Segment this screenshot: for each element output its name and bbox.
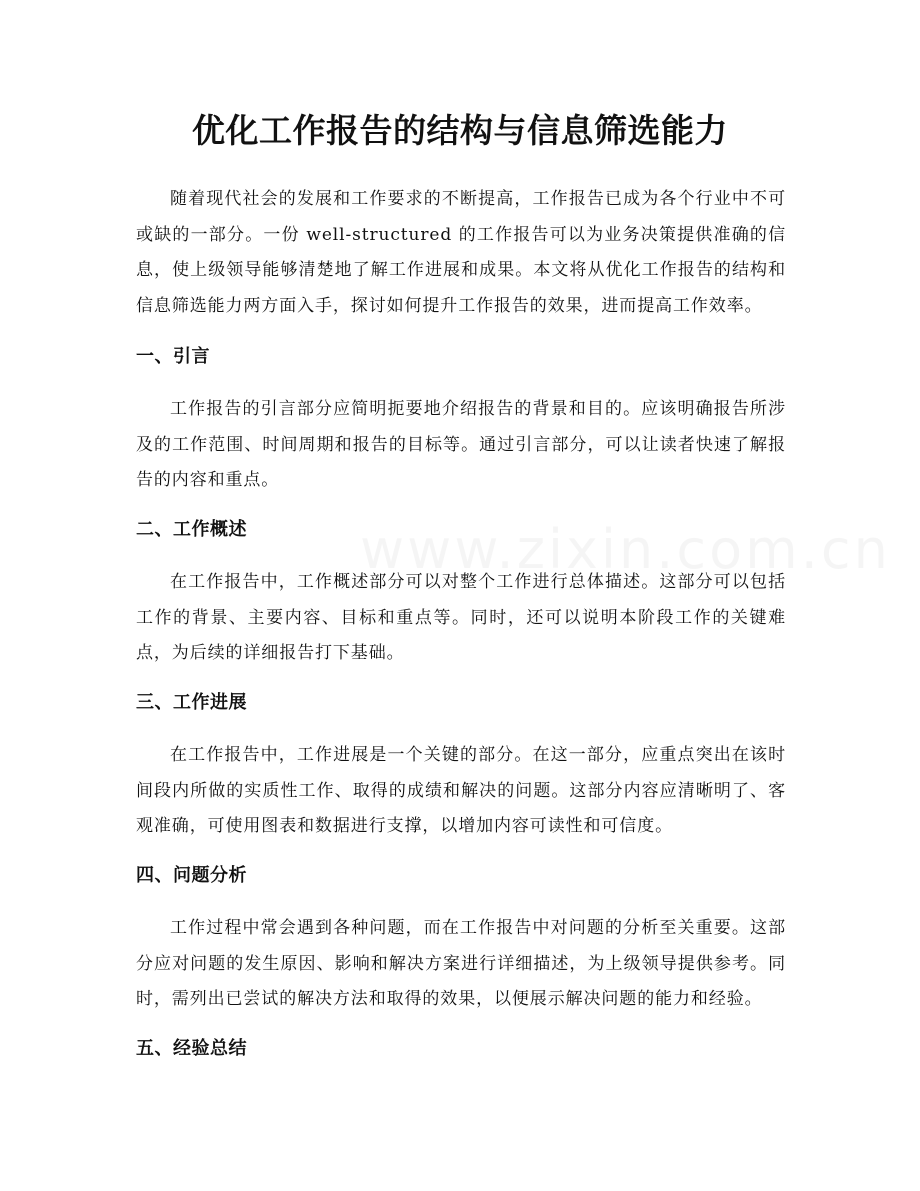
section-body-introduction: 工作报告的引言部分应简明扼要地介绍报告的背景和目的。应该明确报告所涉及的工作范围、时间周期和报告的目标等。通过引言部分，可以让读者快速了解报告的内容和重点。 (136, 399, 786, 490)
section-heading-problem-analysis: 四、问题分析 (136, 865, 247, 886)
section-heading-introduction: 一、引言 (136, 346, 210, 367)
intro-paragraph: 随着现代社会的发展和工作要求的不断提高，工作报告已成为各个行业中不可或缺的一部分。一份 well-structured 的工作报告可以为业务决策提供准确的信息，使上级领导能够清楚地了解工作进展和成果。本文将从优化工作报告的结构和信息筛选能力两方面入手，探讨如何提升工作报告的效果，进而提高工作效率。 (136, 189, 786, 316)
section-body-problem-analysis: 工作过程中常会遇到各种问题，而在工作报告中对问题的分析至关重要。这部分应对问题的发生原因、影响和解决方案进行详细描述，为上级领导提供参考。同时，需列出已尝试的解决方法和取得的效果，以便展示解决问题的能力和经验。 (136, 918, 786, 1009)
page-title: 优化工作报告的结构与信息筛选能力 (192, 111, 728, 150)
section-heading-progress: 三、工作进展 (136, 692, 247, 713)
section-heading-experience-summary: 五、经验总结 (136, 1038, 247, 1059)
section-body-overview: 在工作报告中，工作概述部分可以对整个工作进行总体描述。这部分可以包括工作的背景、主要内容、目标和重点等。同时，还可以说明本阶段工作的关键难点，为后续的详细报告打下基础。 (136, 572, 786, 663)
section-body-progress: 在工作报告中，工作进展是一个关键的部分。在这一部分，应重点突出在该时间段内所做的实质性工作、取得的成绩和解决的问题。这部分内容应清晰明了、客观准确，可使用图表和数据进行支撑，以增加内容可读性和可信度。 (136, 745, 786, 836)
section-heading-overview: 二、工作概述 (136, 519, 247, 540)
